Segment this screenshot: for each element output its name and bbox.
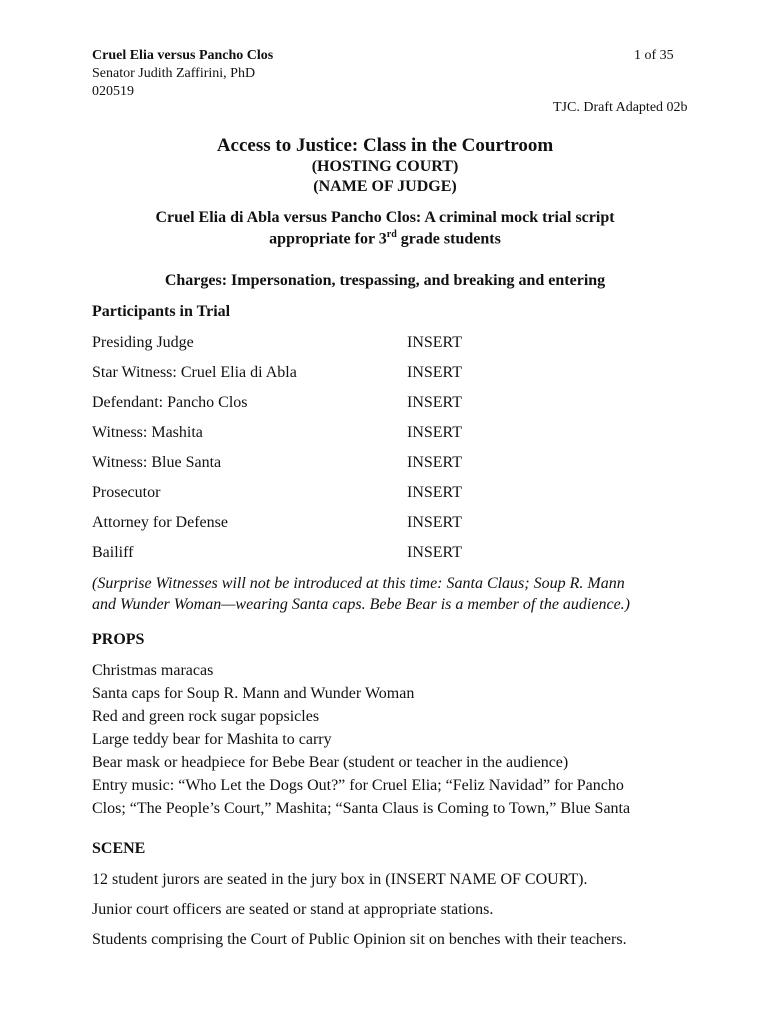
subtitle-line-2 (0, 229, 770, 248)
scene-line: Junior court officers are seated or stand at appropriate stations. (92, 901, 494, 918)
participant-role: Presiding Judge (92, 334, 194, 351)
participant-value: INSERT (407, 514, 463, 531)
charges-line: Charges: Impersonation, trespassing, and breaking and entering (164, 272, 606, 289)
page-indicator: 1 of 35 (634, 48, 674, 63)
subtitle-line-1: Cruel Elia di Abla versus Pancho Clos: A criminal mock trial script (155, 209, 615, 226)
participant-value: INSERT (407, 544, 463, 561)
props-item: Santa caps for Soup R. Mann and Wunder Woman (92, 685, 415, 702)
props-item: Red and green rock sugar popsicles (92, 708, 320, 725)
document-code: 020519 (92, 84, 134, 99)
surprise-witness-note-1: (Surprise Witnesses will not be introduced at this time: Santa Claus; Soup R. Mann (92, 575, 625, 592)
judge-name: (NAME OF JUDGE) (313, 178, 457, 195)
props-item: Bear mask or headpiece for Bebe Bear (student or teacher in the audience) (92, 754, 569, 771)
props-item: Clos; “The People’s Court,” Mashita; “Santa Claus is Coming to Town,” Blue Santa (92, 800, 631, 817)
props-item: Large teddy bear for Mashita to carry (92, 731, 332, 748)
participant-role: Attorney for Defense (92, 514, 228, 531)
participant-value: INSERT (407, 394, 463, 411)
participant-value: INSERT (407, 334, 463, 351)
props-heading: PROPS (92, 631, 145, 648)
participants-heading: Participants in Trial (92, 303, 231, 320)
page-title: Access to Justice: Class in the Courtroom (216, 135, 554, 156)
participant-value: INSERT (407, 424, 463, 441)
subtitle-line-2-pre: appropriate for 3 (269, 230, 387, 248)
case-title-header: Cruel Elia versus Pancho Clos (92, 48, 274, 63)
participant-value: INSERT (407, 364, 463, 381)
participant-role: Star Witness: Cruel Elia di Abla (92, 364, 297, 381)
author-line: Senator Judith Zaffirini, PhD (92, 66, 256, 81)
participant-role: Defendant: Pancho Clos (92, 394, 248, 411)
participant-value: INSERT (407, 454, 463, 471)
surprise-witness-note-2: and Wunder Woman—wearing Santa caps. Bebe Bear is a member of the audience.) (92, 596, 630, 613)
props-item: Entry music: “Who Let the Dogs Out?” for Cruel Elia; “Feliz Navidad” for Pancho (92, 777, 624, 794)
subtitle-superscript: rd (386, 229, 397, 240)
props-item: Christmas maracas (92, 662, 214, 679)
participant-value: INSERT (407, 484, 463, 501)
scene-line: 12 student jurors are seated in the jury box in (INSERT NAME OF COURT). (92, 871, 588, 888)
subtitle-line-2-post: grade students (396, 230, 501, 248)
participant-role: Witness: Mashita (92, 424, 203, 441)
hosting-court: (HOSTING COURT) (311, 158, 459, 175)
scene-line: Students comprising the Court of Public Opinion sit on benches with their teachers. (92, 931, 627, 948)
participant-role: Bailiff (92, 544, 134, 561)
draft-label: TJC. Draft Adapted 02b (553, 100, 688, 115)
scene-heading: SCENE (92, 840, 146, 857)
participant-role: Prosecutor (92, 484, 161, 501)
participant-role: Witness: Blue Santa (92, 454, 222, 471)
